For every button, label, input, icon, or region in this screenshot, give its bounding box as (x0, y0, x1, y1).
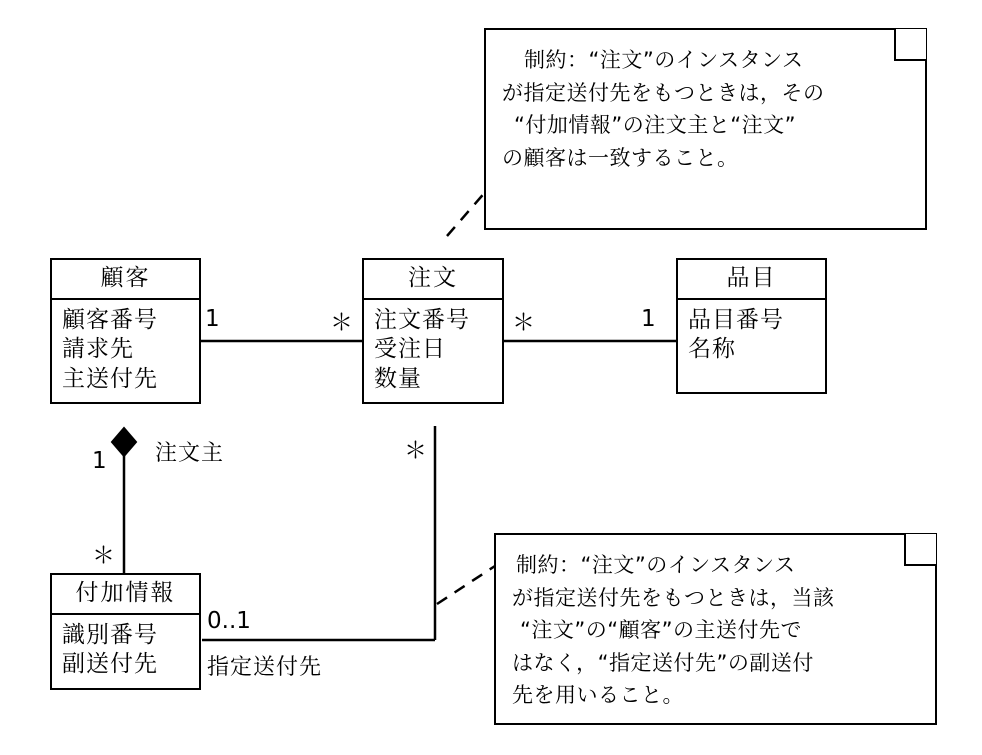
attribute: 受注日 (374, 336, 446, 363)
class-name-order: 注文 (364, 260, 502, 300)
note-line: 先を用いること。 (512, 683, 684, 708)
note-line: 制約：“注文”のインスタンス (516, 553, 796, 577)
class-attributes-customer (52, 300, 199, 402)
class-box-customer[interactable] (50, 258, 201, 404)
multiplicity-order-item-right: 1 (641, 306, 656, 332)
class-name-customer: 顧客 (52, 260, 199, 300)
multiplicity-order-extra-top: ＊ (404, 438, 427, 464)
attribute: 数量 (374, 365, 422, 392)
constraint-note-bottom[interactable] (494, 533, 937, 725)
role-label-designated-destination: 指定送付先 (207, 655, 323, 680)
attribute: 識別番号 (62, 622, 158, 648)
class-attributes-extra-info (52, 615, 199, 688)
note-fold-icon (904, 534, 936, 566)
class-attributes-order (364, 300, 502, 402)
role-label-orderer: 注文主 (155, 441, 225, 466)
attribute: 請求先 (62, 336, 134, 363)
attribute: 名称 (688, 336, 736, 363)
multiplicity-order-item-left: ＊ (512, 310, 535, 336)
class-box-item[interactable] (676, 258, 827, 394)
note-line: 制約：“注文”のインスタンス (524, 48, 804, 72)
attribute: 副送付先 (62, 651, 158, 678)
class-attributes-item (678, 300, 825, 392)
constraint-note-top[interactable] (484, 28, 927, 230)
multiplicity-customer-extra-bottom: ＊ (92, 543, 115, 569)
note-line: の顧客は一致すること。 (502, 145, 739, 170)
class-name-item: 品目 (678, 260, 825, 300)
multiplicity-order-extra-left: 0..1 (207, 608, 251, 634)
multiplicity-customer-extra-top: 1 (92, 448, 107, 474)
note-line: “注文”の“顧客”の主送付先で (520, 618, 803, 643)
attribute: 顧客番号 (62, 307, 158, 333)
class-box-extra-info[interactable] (50, 573, 201, 690)
multiplicity-customer-order-right: ＊ (330, 310, 353, 336)
note-line: が指定送付先をもつときは，その (502, 80, 825, 105)
class-name-extra-info: 付加情報 (52, 575, 199, 615)
attribute: 注文番号 (374, 307, 470, 333)
note-line: はなく，“指定送付先”の副送付 (512, 650, 814, 675)
note-fold-icon (894, 29, 926, 61)
class-box-order[interactable] (362, 258, 504, 404)
attribute: 主送付先 (62, 365, 158, 392)
note-line: が指定送付先をもつときは，当該 (512, 585, 835, 610)
multiplicity-customer-order-left: 1 (205, 306, 220, 332)
note-line: “付加情報”の注文主と“注文” (514, 113, 797, 138)
attribute: 品目番号 (688, 307, 784, 333)
